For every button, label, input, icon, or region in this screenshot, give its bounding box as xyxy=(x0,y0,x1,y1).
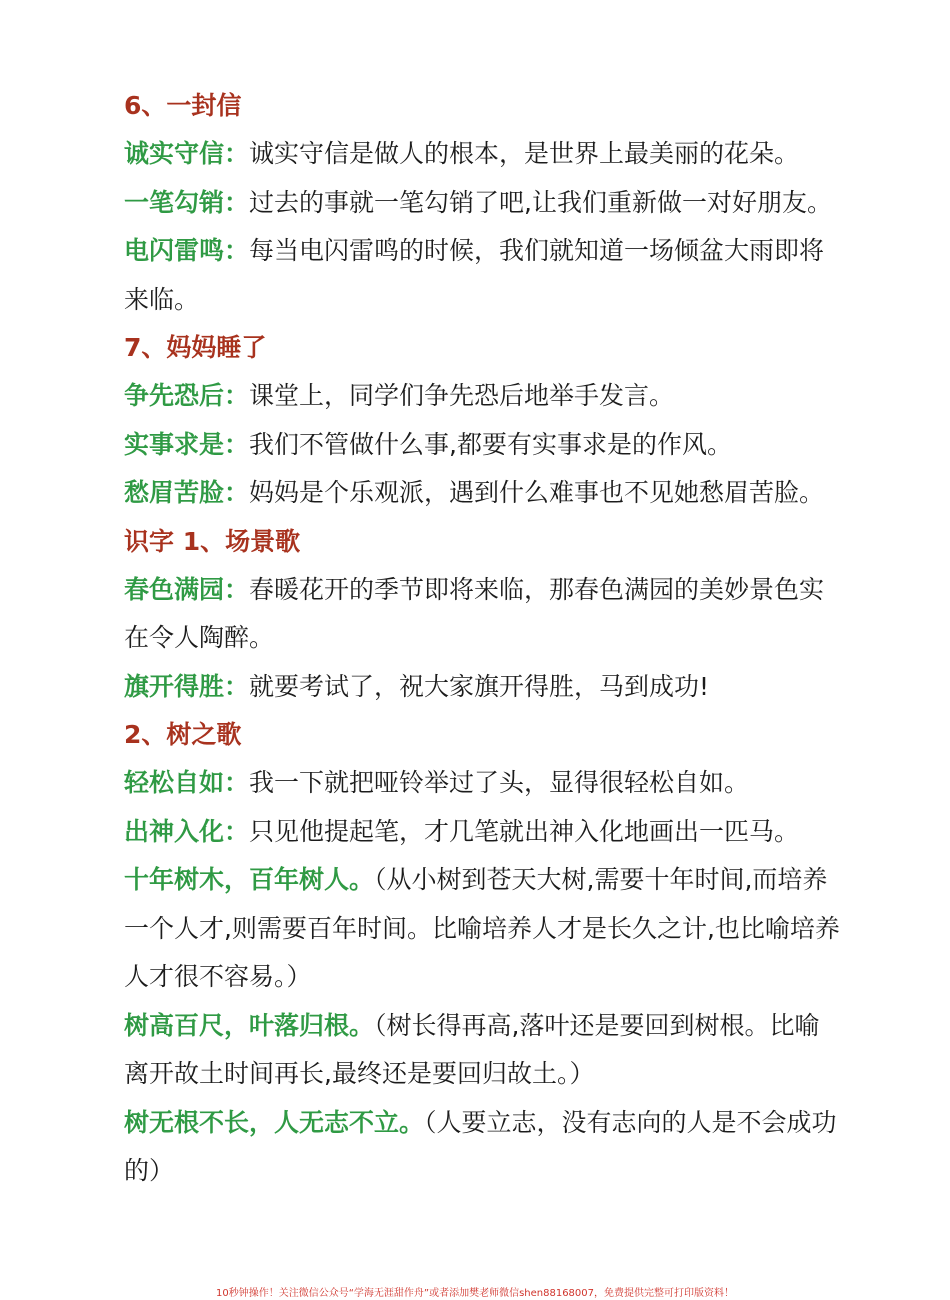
proverb-term: 树无根不长，人无志不立。 xyxy=(124,1107,425,1137)
idiom-separator: ： xyxy=(224,429,250,459)
idiom-example: 每当电闪雷鸣的时候，我们就知道一场倾盆大雨即将来临。 xyxy=(124,236,825,314)
proverb-term: 树高百尺，叶落归根。 xyxy=(124,1010,375,1040)
footer-promo-text: 10秒钟操作！关注微信公众号“学海无涯甜作舟”或者添加樊老师微信shen88168007，免费提供完整可打印版资料！ xyxy=(215,1288,735,1299)
idiom-entry xyxy=(124,663,844,712)
idiom-term: 春色满园 xyxy=(124,574,225,604)
proverb-entry xyxy=(124,856,844,1002)
idiom-example: 春暖花开的季节即将来临，那春色满园的美妙景色实在令人陶醉。 xyxy=(124,574,825,652)
idiom-separator: ： xyxy=(224,478,250,507)
idiom-entry xyxy=(124,179,844,228)
proverb-explanation: （树长得再高,落叶还是要回到树根。比喻离开故土时间再长,最终还是要回归故土。） xyxy=(124,1010,820,1088)
idiom-term: 诚实守信 xyxy=(124,139,225,168)
section-title: 6、一封信 xyxy=(124,91,242,120)
idiom-term: 愁眉苦脸 xyxy=(124,478,225,507)
idiom-separator: ： xyxy=(224,139,250,168)
idiom-separator: ： xyxy=(224,236,250,265)
idiom-term: 争先恐后 xyxy=(124,381,225,410)
idiom-term: 旗开得胜 xyxy=(124,671,225,701)
proverb-entry xyxy=(124,1099,844,1196)
idiom-entry xyxy=(124,759,844,808)
idiom-entry xyxy=(124,130,844,179)
idiom-separator: ： xyxy=(224,574,250,604)
idiom-separator: ： xyxy=(224,816,250,846)
idiom-term: 电闪雷鸣 xyxy=(124,236,225,265)
idiom-separator: ： xyxy=(224,768,250,797)
idiom-example: 只见他提起笔，才几笔就出神入化地画出一匹马。 xyxy=(249,816,800,846)
idiom-entry xyxy=(124,421,844,470)
section-title: 2、树之歌 xyxy=(124,720,242,749)
proverb-explanation: （从小树到苍天大树,需要十年时间,而培养一个人才,则需要百年时间。比喻培养人才是长久之计,也比喻培养人才很不容易。） xyxy=(124,865,840,991)
idiom-term: 出神入化 xyxy=(124,816,225,846)
idiom-example: 诚实守信是做人的根本，是世界上最美丽的花朵。 xyxy=(249,139,800,168)
idiom-example: 妈妈是个乐观派，遇到什么难事也不见她愁眉苦脸。 xyxy=(249,478,825,507)
idiom-separator: ： xyxy=(224,187,250,217)
proverb-entry xyxy=(124,1002,844,1099)
idiom-example: 课堂上，同学们争先恐后地举手发言。 xyxy=(249,381,675,410)
idiom-entry xyxy=(124,469,844,518)
idiom-entry xyxy=(124,372,844,421)
idiom-example: 过去的事就一笔勾销了吧,让我们重新做一对好朋友。 xyxy=(249,187,832,217)
idiom-separator: ： xyxy=(224,671,250,701)
idiom-term: 实事求是 xyxy=(124,429,225,459)
idiom-term: 轻松自如 xyxy=(124,768,225,797)
idiom-entry xyxy=(124,566,844,663)
document-content xyxy=(124,82,844,1196)
proverb-term: 十年树木，百年树人。 xyxy=(124,865,375,894)
idiom-term: 一笔勾销 xyxy=(124,187,225,217)
proverb-explanation: （人要立志，没有志向的人是不会成功的） xyxy=(124,1107,837,1185)
section-title: 7、妈妈睡了 xyxy=(124,333,267,362)
idiom-entry xyxy=(124,227,844,324)
idiom-example: 我们不管做什么事,都要有实事求是的作风。 xyxy=(249,429,732,459)
section-title: 识字 1、场景歌 xyxy=(124,526,301,556)
idiom-example: 就要考试了，祝大家旗开得胜，马到成功! xyxy=(249,671,710,701)
idiom-separator: ： xyxy=(224,381,250,410)
idiom-example: 我一下就把哑铃举过了头，显得很轻松自如。 xyxy=(249,768,750,797)
idiom-entry xyxy=(124,808,844,857)
